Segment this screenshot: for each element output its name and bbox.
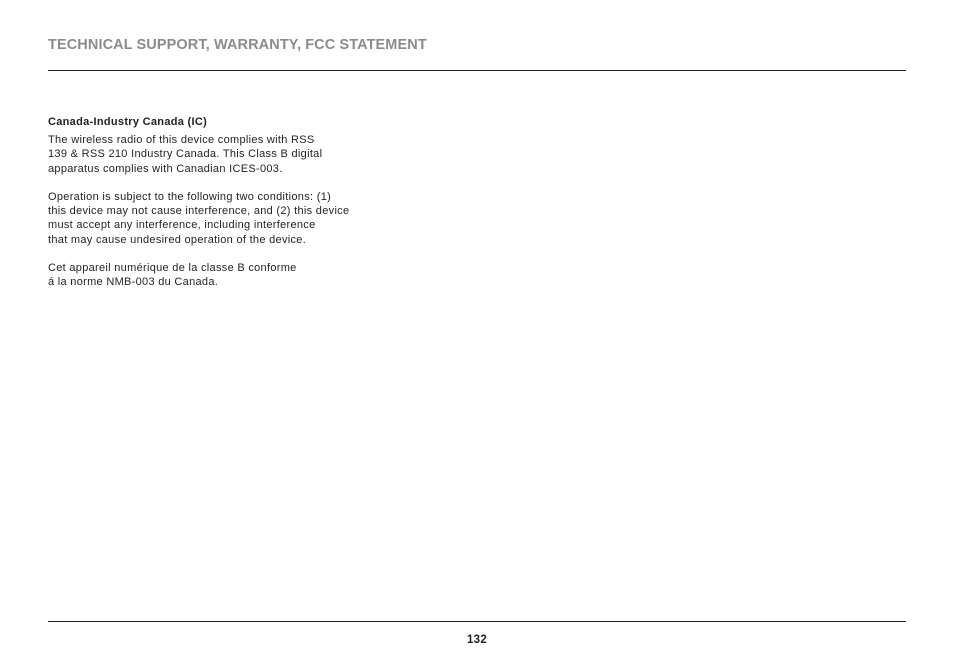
footer-divider <box>48 621 906 622</box>
text-line: á la norme NMB-003 du Canada. <box>48 276 219 289</box>
content-section <box>48 115 428 304</box>
paragraph-compliance <box>48 133 428 176</box>
text-line: Operation is subject to the following two conditions: (1) <box>48 190 332 203</box>
text-line: apparatus complies with Canadian ICES-003. <box>48 162 283 175</box>
text-line: must accept any interference, including interference <box>48 219 316 232</box>
page-number: 132 <box>466 634 488 646</box>
paragraph-conditions <box>48 190 428 247</box>
text-line: Cet appareil numérique de la classe B conforme <box>48 262 297 275</box>
text-line: that may cause undesired operation of the device. <box>48 233 307 246</box>
section-heading: Canada-Industry Canada (IC) <box>48 116 208 128</box>
text-line: The wireless radio of this device complies with RSS <box>48 134 315 146</box>
text-line: 139 & RSS 210 Industry Canada. This Class B digital <box>48 148 323 161</box>
text-line: this device may not cause interference, and (2) this device <box>48 205 350 218</box>
paragraph-french <box>48 261 428 290</box>
header-divider <box>48 70 906 71</box>
page-header-title: TECHNICAL SUPPORT, WARRANTY, FCC STATEMENT <box>48 37 427 53</box>
